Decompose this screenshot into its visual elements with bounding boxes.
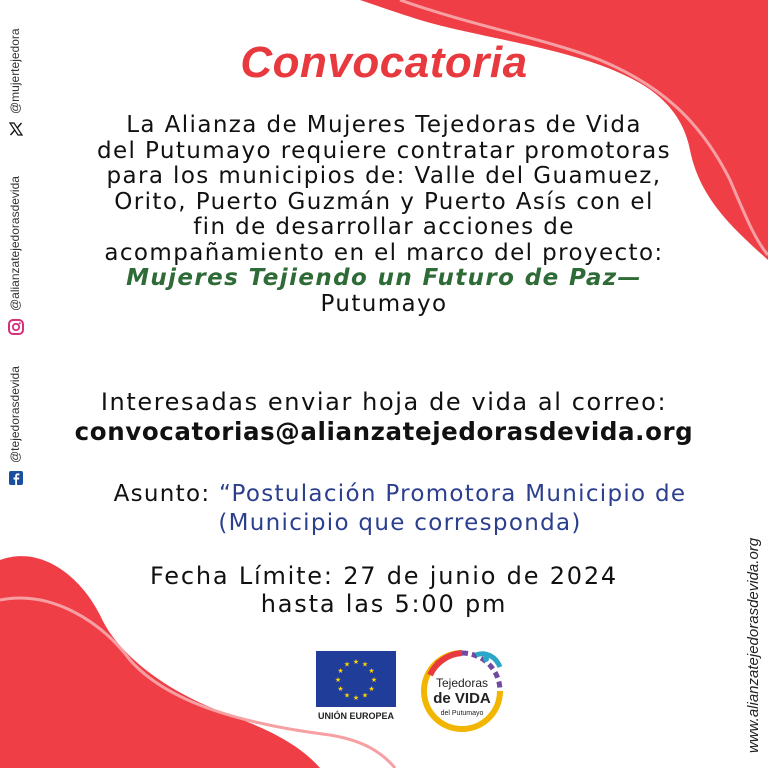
svg-text:★: ★ — [368, 685, 375, 693]
facebook-handle[interactable]: @tejedorasdevida — [8, 366, 22, 463]
logo-text-putumayo: del Putumayo — [440, 710, 484, 717]
description-line: para los municipios de: Valle del Guamuez, — [106, 163, 662, 189]
svg-text:★: ★ — [361, 691, 369, 700]
svg-text:★: ★ — [343, 660, 351, 669]
facebook-icon[interactable] — [9, 471, 23, 485]
subject-block — [40, 480, 760, 538]
subject-label: Asunto: — [113, 481, 211, 507]
subject-value: “Postulación Promotora Municipio de — [219, 481, 687, 507]
website-url[interactable]: www.alianzatejedorasdevida.org — [745, 537, 762, 753]
svg-text:★: ★ — [352, 658, 360, 666]
email-address[interactable]: convocatorias@alianzatejedorasdevida.org — [74, 417, 694, 446]
deadline-time: hasta las 5:00 pm — [260, 590, 508, 618]
svg-text:★: ★ — [361, 660, 369, 669]
eu-flag-logo — [316, 651, 396, 707]
svg-text:★: ★ — [334, 676, 342, 684]
description-line: Orito, Puerto Guzmán y Puerto Asís con el — [114, 188, 654, 215]
x-icon[interactable] — [9, 122, 23, 136]
description-line: La Alianza de Mujeres Tejedoras de Vida — [126, 112, 642, 138]
subject-value-line-2: (Municipio que corresponda) — [218, 510, 582, 536]
project-name-tail: Putumayo — [320, 290, 448, 317]
deadline-date: Fecha Límite: 27 de junio de 2024 — [150, 562, 618, 590]
svg-text:★: ★ — [337, 685, 344, 693]
svg-text:★: ★ — [343, 691, 351, 700]
description-line: acompañamiento en el marco del proyecto: — [104, 239, 664, 266]
svg-text:★: ★ — [337, 667, 344, 675]
page-title: Convocatoria — [240, 38, 528, 87]
email-instructions: Interesadas enviar hoja de vida al correo: — [100, 388, 668, 416]
deadline — [0, 562, 768, 618]
tejedoras-de-vida-logo — [416, 645, 508, 737]
eu-label: UNIÓN EUROPEA — [317, 711, 394, 721]
description-line: del Putumayo requiere contratar promotoras — [96, 137, 672, 164]
x-handle[interactable]: @mujertejedora — [8, 28, 22, 114]
instagram-handle[interactable]: @alianzatejedorasdevida — [8, 176, 22, 311]
project-name: Mujeres Tejiendo un Futuro de Paz— — [126, 265, 642, 291]
logo-text-tejedoras: Tejedoras — [435, 676, 489, 690]
call-description — [0, 113, 768, 317]
svg-text:★: ★ — [370, 676, 378, 684]
description-line: fin de desarrollar acciones de — [193, 214, 575, 240]
instagram-icon[interactable] — [8, 319, 24, 335]
subject-line-1 — [40, 480, 760, 509]
logo-text-de-vida: de VIDA — [433, 690, 491, 707]
svg-text:★: ★ — [368, 667, 375, 675]
svg-text:★: ★ — [352, 694, 360, 702]
